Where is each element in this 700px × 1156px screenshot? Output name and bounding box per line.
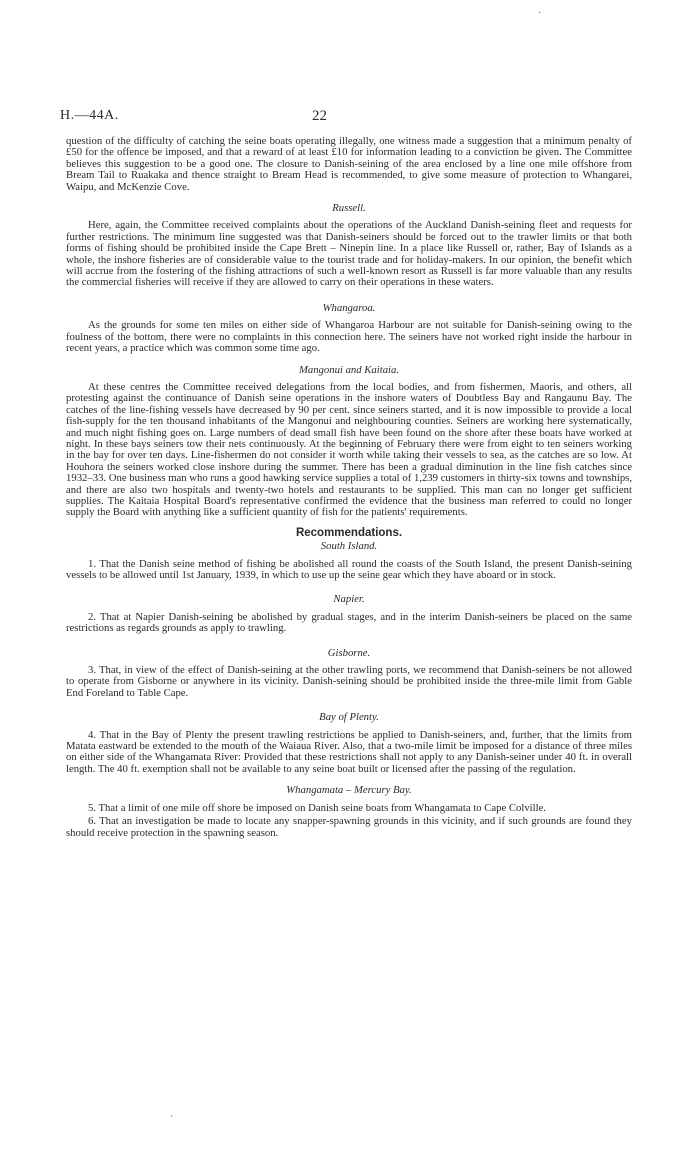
section-heading-whangamata: Whangamata – Mercury Bay. — [286, 784, 412, 797]
page-number: 22 — [312, 108, 327, 124]
recommendation-3: 3. That, in view of the effect of Danish-seining at the other trawling ports, we recommend that Danish-seiners be not allowed to operate from Gisborne or anywhere in its vicinity. Danish-seining should be prohibited inside the three-mile limit from Gable End Foreland to Table Cape. — [66, 664, 632, 699]
section-heading-bay-of-plenty: Bay of Plenty. — [319, 711, 379, 724]
recommendations-heading: Recommendations. — [295, 526, 403, 539]
page-header — [60, 108, 640, 128]
whangaroa-paragraph: As the grounds for some ten miles on either side of Whangaroa Harbour are not suitable for Danish-seining owing to the foulness of the bottom, there were no complaints in this connection here. The seiners have not worked right inside the harbour in recent years, a practice which was common some time ago. — [66, 319, 632, 355]
recommendation-4: 4. That in the Bay of Plenty the present trawling restrictions be applied to Danish-seiners, and, further, that the limits from Matata eastward be extended to the mouth of the Waiaua River. Also, that a two-mile limit be imposed for a distance of three miles on either side of the Whangamata River: Provided that these restrictions shall not apply to any Danish-seiner under 40 ft. in overall length. The 40 ft. exemption shall not be available to any seine boat built or licensed after the passing of the regulation. — [66, 728, 632, 775]
recommendation-1: 1. That the Danish seine method of fishing be abolished all round the coasts of the South Island, the present Danish-seining vessels to be allowed until 1st January, 1939, in which to use up the seine gear which they have aboard or in stock. — [66, 557, 632, 581]
document-reference: H.—44A. — [60, 108, 119, 123]
intro-paragraph: question of the difficulty of catching the seine boats operating illegally, one witness made a suggestion that a minimum penalty of £50 for the offence be imposed, and that a reward of at least £10 for information leading to a conviction be given. The Committee believes this suggestion to be a good one. The closure to Danish-seining of the area enclosed by a line one mile offshore from Bream Tail to Ruakaka and thence straight to Bream Head is recommended, to give some measure of protection to Whangarei, Waipu, and McKenzie Cove. — [66, 135, 632, 193]
section-heading-south-island: South Island. — [320, 540, 378, 553]
section-heading-gisborne: Gisborne. — [327, 646, 371, 659]
section-heading-mangonui: Mangonui and Kaitaia. — [298, 363, 400, 376]
recommendation-6: 6. That an investigation be made to locate any snapper-spawning grounds in this vicinity, and if such grounds are found they should receive protection in the spawning season. — [66, 815, 632, 839]
section-heading-napier: Napier. — [333, 593, 365, 606]
recommendation-5: 5. That a limit of one mile off shore be imposed on Danish seine boats from Whangamata to Cape Colville. — [88, 801, 546, 814]
speck-mark: ˴ — [170, 1110, 174, 1121]
page-body — [66, 136, 632, 839]
section-heading-russell: Russell. — [332, 202, 366, 215]
mangonui-paragraph: At these centres the Committee received delegations from the local bodies, and from fishermen, Maoris, and others, all protesting against the continuance of Danish seine operations in the inshore waters of Doubtless Bay and Rangaunu Bay. The catches of the line-fishing vessels have decreased by 90 per cent. since seiners started, and it is now impossible to provide a local fish-supply for the ten thousand inhabitants of the Mangonui and neighbouring counties. Seiners are working here systematically, and much night fishing goes on. Large numbers of dead small fish have been found on the shore after these boats have worked at night. In these bays seiners tow their nets continuously. At the beginning of February there were from eight to ten seiners working in the bay for over ten days. Line-fishermen do not consider it worth while taking their vessels to sea, as the catches are so low. At Houhora the seiners worked close inshore during the summer. There has been a gradual diminution in the line fish catches since 1932–33. One business man who runs a good hawking service supplies a total of 1,239 customers in thirty-six towns and townships, and there are also two hospitals and twenty-two hotels and restaurants to be supplied. This man can no longer get sufficient supplies. The Kaitaia Hospital Board's representative confirmed the evidence that the business man referred to could no longer supply the Board with anything like a sufficient quantity of fish for the patients' requirements. — [66, 380, 632, 519]
russell-paragraph: Here, again, the Committee received complaints about the operations of the Auckland Danish-seining fleet and requests for further restrictions. The minimum line suggested was that Danish-seiners should be forced out to the trawler limits or that both forms of fishing should be prohibited inside the Cape Brett – Ninepin line. In a place like Russell or, rather, Bay of Islands as a whole, the inshore fisheries are of considerable value to the tourist trade and for holiday-makers. In our opinion, the benefit which will accrue from the fostering of the fishing attractions of such a well-known resort as Russell is far more valuable than any results the commercial fisheries will receive if they are allowed to carry on their operations in these waters. — [66, 219, 632, 289]
recommendation-2: 2. That at Napier Danish-seining be abolished by gradual stages, and in the interim Danish-seiners be placed on the same restrictions as regards grounds as apply to trawling. — [66, 610, 632, 635]
section-heading-whangaroa: Whangaroa. — [322, 301, 376, 314]
speck-mark: · — [538, 8, 542, 19]
